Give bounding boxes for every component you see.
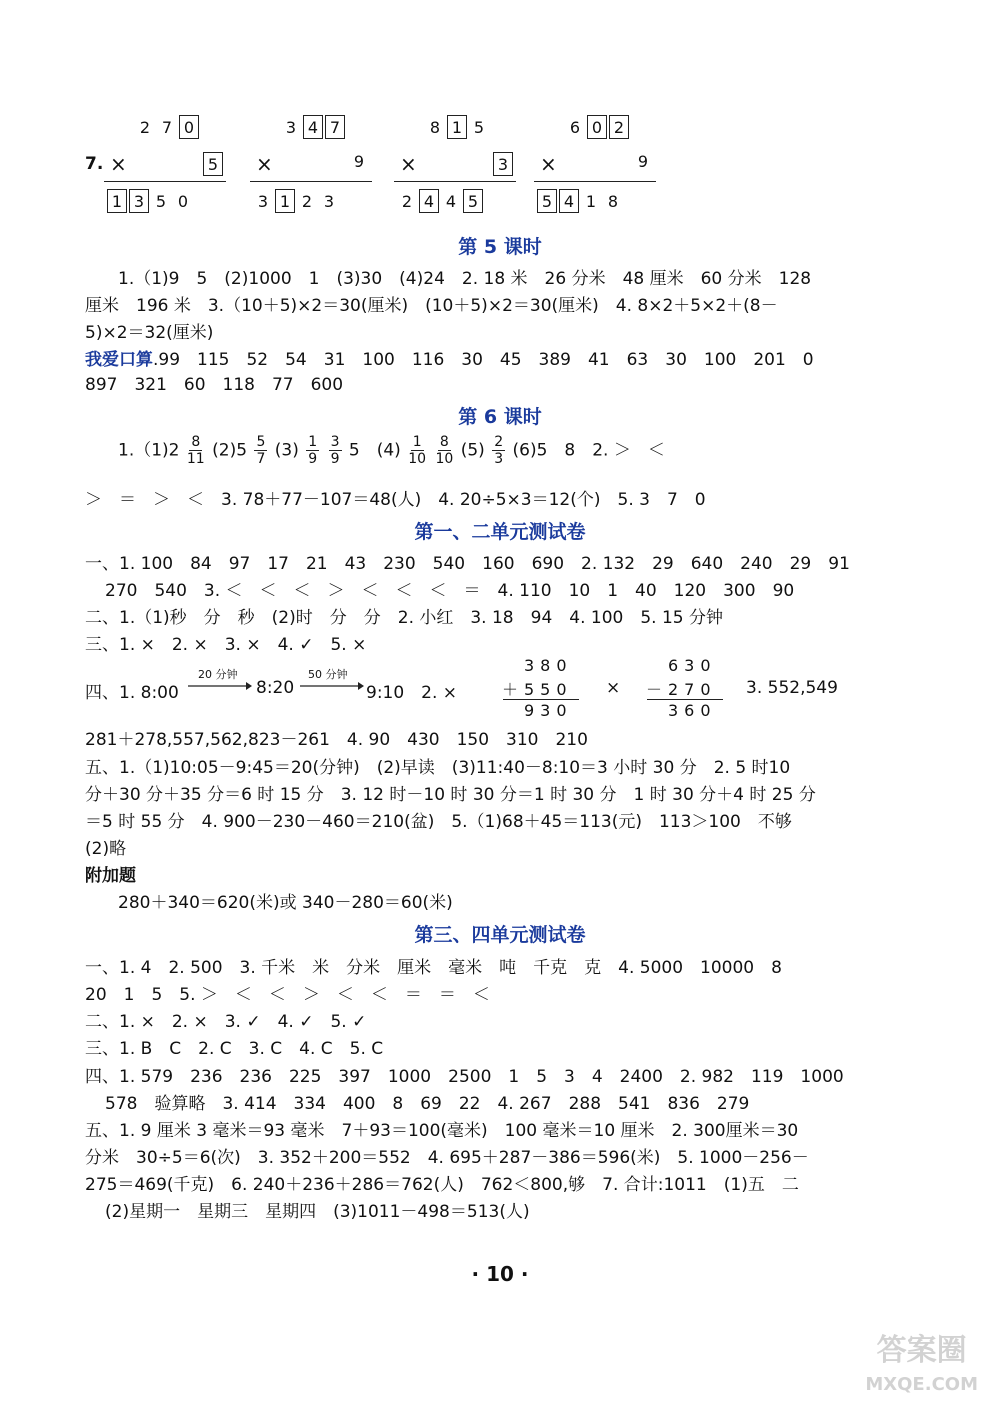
s5-line-3: 5)×2＝32(厘米) bbox=[85, 323, 214, 343]
add-top: 380 bbox=[524, 656, 573, 675]
s6-part: (5) bbox=[460, 440, 485, 461]
product bbox=[396, 189, 484, 213]
filled-box: 4 bbox=[303, 115, 323, 139]
multiply-sign: × bbox=[110, 152, 127, 176]
t34-line-8: 分米 30÷5＝6(次) 3. 352＋200＝552 4. 695＋287－386＝596(米) 5. 1000－256－ bbox=[85, 1148, 809, 1168]
s6-part: 5 (4) bbox=[348, 440, 401, 461]
digit: 4 bbox=[445, 192, 457, 211]
s6-part: 1.（1)2 bbox=[118, 440, 180, 461]
time-9-10: 9:10 2. × bbox=[366, 683, 458, 703]
s6-part: (2)5 bbox=[212, 440, 248, 461]
s6-part: (3) bbox=[274, 440, 299, 461]
fraction: $\frac{1}{9}$ bbox=[308, 434, 318, 467]
filled-box: 0 bbox=[587, 115, 607, 139]
fraction: $\frac{8}{10}$ bbox=[435, 434, 454, 467]
t34-line-1: 一、1. 4 2. 500 3. 千米 米 分米 厘米 毫米 吨 千克 克 4. 5000 10000 8 bbox=[85, 958, 782, 978]
test-3-4-title: 第三、四单元测试卷 bbox=[414, 924, 586, 946]
digit: 0 bbox=[177, 192, 189, 211]
t34-line-4: 三、1. B C 2. C 3. C 4. C 5. C bbox=[85, 1039, 384, 1059]
t34-line-9: 275＝469(千克) 6. 240＋236＋286＝762(人) 762＜800,够 7. 合计:1011 (1)五 二 bbox=[85, 1175, 799, 1195]
t12-line-1: 一、1. 100 84 97 17 21 43 230 540 160 690 2. 132 29 640 240 29 91 bbox=[85, 554, 850, 574]
digit: 5 bbox=[473, 118, 485, 137]
digit: 3 bbox=[257, 192, 269, 211]
digit: 9 bbox=[637, 152, 649, 171]
digit: 3 bbox=[323, 192, 335, 211]
fraction: $\frac{2}{3}$ bbox=[494, 434, 504, 467]
multiplicand bbox=[134, 115, 200, 139]
add-result: 930 bbox=[524, 701, 573, 720]
multiply-sign: × bbox=[400, 152, 417, 176]
section-5-title: 第 5 课时 bbox=[458, 236, 542, 258]
watermark-logo bbox=[865, 1334, 978, 1402]
digit: 9 bbox=[353, 152, 365, 171]
t34-line-7: 五、1. 9 厘米 3 毫米＝93 毫米 7＋93＝100(毫米) 100 毫米＝10 厘米 2. 300厘米＝30 bbox=[85, 1121, 799, 1141]
s6-part: (6)5 8 2. ＞ ＜ bbox=[512, 440, 665, 461]
test-1-2-title: 第一、二单元测试卷 bbox=[414, 521, 586, 543]
watermark-text: 答案圈 bbox=[876, 1333, 967, 1368]
digit: 8 bbox=[429, 118, 441, 137]
digit: 8 bbox=[607, 192, 619, 211]
t34-line-2: 20 1 5 5. ＞ ＜ ＜ ＞ ＜ ＜ ＝ ＝ ＜ bbox=[85, 985, 490, 1005]
t12-line-2: 270 540 3. ＜ ＜ ＜ ＞ ＜ ＜ ＜ ＝ 4. 110 10 1 40 120 300 90 bbox=[105, 581, 795, 601]
t12-line-9: ＝5 时 55 分 4. 900－230－460＝210(盆) 5.（1)68＋45＝113(元) 113＞100 不够 bbox=[85, 812, 792, 832]
sub-result: 360 bbox=[668, 701, 717, 720]
t12-line-4: 三、1. × 2. × 3. × 4. ✓ 5. × bbox=[85, 635, 367, 655]
s6-line-1 bbox=[118, 434, 665, 467]
t34-line-6: 578 验算略 3. 414 334 400 8 69 22 4. 267 288 541 836 279 bbox=[105, 1094, 750, 1114]
divider bbox=[503, 699, 579, 700]
digit: 6 bbox=[569, 118, 581, 137]
multiply-sign: × bbox=[256, 152, 273, 176]
s5-oral-line-2: 897 321 60 118 77 600 bbox=[85, 375, 344, 395]
s5-line-1: 1.（1)9 5 (2)1000 1 (3)30 (4)24 2. 18 米 26 分米 48 厘米 60 分米 128 bbox=[118, 269, 812, 289]
t34-line-3: 二、1. × 2. × 3. ✓ 4. ✓ 5. ✓ bbox=[85, 1012, 367, 1032]
divider bbox=[647, 699, 723, 700]
digit: 2 bbox=[301, 192, 313, 211]
product bbox=[252, 189, 340, 213]
t12-line-7: 五、1.（1)10:05－9:45＝20(分钟) (2)早读 (3)11:40－8:10＝3 小时 30 分 2. 5 时10 bbox=[85, 758, 791, 778]
divider bbox=[250, 181, 372, 182]
digit: 1 bbox=[585, 192, 597, 211]
t12-line-5-start: 四、1. 8:00 bbox=[85, 683, 179, 703]
fraction: $\frac{8}{11}$ bbox=[186, 434, 205, 467]
divider bbox=[534, 181, 656, 182]
divider bbox=[394, 181, 516, 182]
extra-question-label: 附加题 bbox=[85, 866, 136, 886]
multiplicand bbox=[564, 115, 630, 139]
fraction: $\frac{5}{7}$ bbox=[256, 434, 266, 467]
t12-line-10: (2)略 bbox=[85, 839, 127, 859]
arrow-right-icon bbox=[300, 681, 364, 691]
filled-box: 3 bbox=[129, 189, 149, 213]
digit: 5 bbox=[155, 192, 167, 211]
product bbox=[106, 189, 194, 213]
multiplicand bbox=[280, 115, 346, 139]
product bbox=[536, 189, 624, 213]
divider bbox=[104, 181, 226, 182]
digit: 7 bbox=[161, 118, 173, 137]
t34-line-5: 四、1. 579 236 236 225 397 1000 2500 1 5 3 4 2400 2. 982 119 1000 bbox=[85, 1067, 844, 1087]
arrow-right-icon bbox=[188, 681, 252, 691]
fraction: $\frac{3}{9}$ bbox=[330, 434, 340, 467]
q7-label: 7. bbox=[85, 154, 104, 174]
t12-line-5-end: 3. 552,549 bbox=[746, 678, 838, 698]
oral-calc-answers-1: .99 115 52 54 31 100 116 30 45 389 41 63 30 100 201 0 bbox=[153, 350, 814, 370]
digit: 3 bbox=[285, 118, 297, 137]
filled-box: 5 bbox=[463, 189, 483, 213]
t34-line-10: (2)星期一 星期三 星期四 (3)1011－498＝513(人) bbox=[105, 1202, 530, 1222]
add-mid: ＋550 bbox=[502, 680, 573, 699]
filled-box: 1 bbox=[107, 189, 127, 213]
wrong-mark: × bbox=[606, 678, 621, 698]
filled-box: 4 bbox=[419, 189, 439, 213]
page-number: · 10 · bbox=[471, 1262, 529, 1286]
arrow-2-label: 50 分钟 bbox=[308, 668, 348, 681]
digit: 2 bbox=[401, 192, 413, 211]
filled-box: 3 bbox=[493, 152, 513, 176]
filled-box: 0 bbox=[179, 115, 199, 139]
s5-line-2: 厘米 196 米 3.（10＋5)×2＝30(厘米) (10＋5)×2＝30(厘米) 4. 8×2＋5×2＋(8－ bbox=[85, 296, 778, 316]
oral-calc-label: 我爱口算 bbox=[85, 350, 153, 370]
filled-box: 1 bbox=[275, 189, 295, 213]
filled-box: 7 bbox=[325, 115, 345, 139]
multiply-sign: × bbox=[540, 152, 557, 176]
t12-line-6: 281＋278,557,562,823－261 4. 90 430 150 310 210 bbox=[85, 730, 588, 750]
filled-box: 4 bbox=[559, 189, 579, 213]
filled-box: 1 bbox=[447, 115, 467, 139]
section-6-title: 第 6 课时 bbox=[458, 406, 542, 428]
filled-box: 5 bbox=[537, 189, 557, 213]
filled-box: 2 bbox=[609, 115, 629, 139]
sub-mid: －270 bbox=[646, 680, 717, 699]
fraction: $\frac{1}{10}$ bbox=[408, 434, 427, 467]
filled-box: 5 bbox=[203, 152, 223, 176]
t12-line-3: 二、1.（1)秒 分 秒 (2)时 分 分 2. 小红 3. 18 94 4. 100 5. 15 分钟 bbox=[85, 608, 723, 628]
watermark-domain: MXQE.COM bbox=[865, 1374, 978, 1395]
s5-oral-line bbox=[85, 345, 814, 370]
sub-top: 630 bbox=[668, 656, 717, 675]
arrow-1-label: 20 分钟 bbox=[198, 668, 238, 681]
extra-question-answer: 280＋340＝620(米)或 340－280＝60(米) bbox=[118, 893, 453, 913]
digit: 2 bbox=[139, 118, 151, 137]
t12-line-8: 分＋30 分＋35 分＝6 时 15 分 3. 12 时－10 时 30 分＝1 时 30 分 1 时 30 分＋4 时 25 分 bbox=[85, 785, 816, 805]
multiplicand bbox=[424, 115, 490, 139]
s6-line-2: ＞ ＝ ＞ ＜ 3. 78＋77－107＝48(人) 4. 20÷5×3＝12(个) 5. 3 7 0 bbox=[85, 490, 706, 510]
time-8-20: 8:20 bbox=[256, 678, 295, 698]
